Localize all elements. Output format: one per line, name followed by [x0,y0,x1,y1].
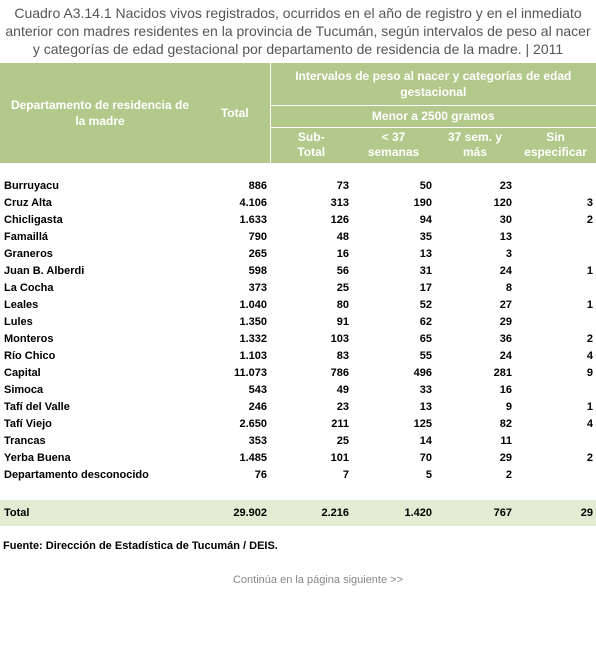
row-cell-subtotal: 211 [331,417,349,430]
row-cell-unspec [515,228,596,245]
row-cell-total: 353 [248,434,267,447]
row-cell-total: 2.650 [239,417,267,430]
row-cell-total: 1.350 [239,315,267,328]
row-department: Simoca [4,383,44,396]
row-cell-lt37: 62 [419,315,432,328]
table-row [0,415,596,432]
row-cell-subtotal: 80 [336,298,349,311]
row-cell-lt37: 496 [413,366,432,379]
row-cell-ge37: 27 [499,298,512,311]
row-cell-ge37: 9 [505,400,512,413]
row-cell-lt37: 55 [419,349,432,362]
row-cell-lt37: 35 [419,230,432,243]
row-department: Trancas [4,434,46,447]
row-cell-total: 76 [254,468,267,481]
row-cell-unspec: 2 [586,451,594,464]
row-department: Lules [4,315,33,328]
table-header [0,63,596,163]
row-cell-total: 373 [248,281,267,294]
row-department: Graneros [4,247,53,260]
table-row [0,432,596,449]
total-row [0,500,596,526]
row-cell-lt37: 65 [419,332,432,345]
table-row [0,381,596,398]
row-cell-subtotal: 56 [336,264,349,277]
row-cell-lt37: 13 [419,400,432,413]
table-row [0,177,596,194]
row-cell-unspec [515,245,596,262]
row-cell-subtotal: 313 [330,196,349,209]
row-cell-ge37: 30 [499,213,512,226]
header-col-lt37: < 37 semanas [352,127,435,163]
data-table [0,63,596,526]
total-label: Total [0,500,200,526]
table-row [0,313,596,330]
row-cell-total: 1.485 [239,451,267,464]
row-cell-ge37: 2 [505,468,512,481]
row-cell-ge37: 13 [499,230,512,243]
table-row [0,194,596,211]
row-cell-lt37: 17 [419,281,432,294]
row-department: Juan B. Alberdi [4,264,85,277]
table-row [0,466,596,483]
row-cell-unspec: 1 [586,264,594,277]
table-title: Cuadro A3.14.1 Nacidos vivos registrados, ocurridos en el año de registro y en el inmediato anterior con madres residentes en la provincia de Tucumán, según intervalos de peso al nacer y categorías de edad gestacional por departamento de residencia de la madre. | 2011 [5,5,591,57]
row-cell-lt37: 33 [419,383,432,396]
total-subtotal: 2.216 [270,500,352,526]
row-cell-lt37: 5 [425,468,432,481]
row-cell-unspec [515,177,596,194]
row-cell-total: 1.040 [239,298,267,311]
row-cell-ge37: 36 [499,332,512,345]
continue-link[interactable]: Continúa en la página siguiente >> [232,574,404,586]
row-department: Capital [4,366,41,379]
row-cell-subtotal: 91 [336,315,349,328]
row-cell-unspec: 9 [586,366,594,379]
row-cell-lt37: 70 [419,451,432,464]
row-department: Famaillá [4,230,49,243]
row-cell-unspec: 1 [586,298,594,311]
table-row [0,364,596,381]
row-cell-total: 4.106 [239,196,267,209]
table-row [0,211,596,228]
row-cell-ge37: 29 [499,451,512,464]
row-department: Burruyacu [4,179,60,192]
row-cell-unspec [515,432,596,449]
row-cell-ge37: 8 [505,281,512,294]
row-department: Leales [4,298,39,311]
source-note: Fuente: Dirección de Estadística de Tucumán / DEIS. [3,540,278,552]
row-cell-total: 246 [248,400,267,413]
row-cell-subtotal: 48 [336,230,349,243]
row-cell-subtotal: 73 [336,179,349,192]
row-cell-lt37: 50 [419,179,432,192]
row-cell-subtotal: 23 [336,400,349,413]
table-row [0,398,596,415]
row-cell-subtotal: 786 [330,366,349,379]
row-department: Río Chico [4,349,56,362]
row-cell-unspec [515,313,596,330]
row-cell-ge37: 281 [493,366,512,379]
row-cell-subtotal: 16 [336,247,349,260]
row-cell-unspec: 2 [586,213,594,226]
row-cell-unspec [515,279,596,296]
table-row [0,449,596,466]
row-department: Yerba Buena [4,451,71,464]
row-cell-total: 1.633 [239,213,267,226]
row-cell-unspec: 3 [586,196,594,209]
row-cell-lt37: 125 [413,417,432,430]
header-group: Intervalos de peso al nacer y categorías de edad gestacional [270,63,596,105]
row-cell-ge37: 24 [499,349,512,362]
total-total: 29.902 [200,500,270,526]
row-cell-subtotal: 103 [330,332,349,345]
row-cell-total: 265 [248,247,267,260]
row-cell-ge37: 11 [500,434,512,447]
row-department: Monteros [4,332,54,345]
header-total: Total [200,63,270,163]
row-department: La Cocha [4,281,54,294]
total-ge37: 767 [435,500,515,526]
table-row [0,279,596,296]
row-cell-unspec: 1 [586,400,594,413]
table-row [0,296,596,313]
row-cell-ge37: 120 [493,196,512,209]
row-department: Tafí Viejo [4,417,52,430]
row-cell-lt37: 94 [419,213,432,226]
total-lt37: 1.420 [352,500,435,526]
row-cell-subtotal: 49 [336,383,349,396]
total-unspec: 29 [515,500,596,526]
table-row [0,330,596,347]
table-body [0,163,596,483]
row-cell-total: 1.332 [239,332,267,345]
row-department: Cruz Alta [4,196,52,209]
row-cell-lt37: 190 [413,196,432,209]
row-cell-ge37: 3 [505,247,512,260]
row-cell-lt37: 31 [419,264,432,277]
row-cell-ge37: 16 [499,383,512,396]
row-cell-unspec [515,381,596,398]
table-row [0,262,596,279]
row-cell-total: 790 [248,230,267,243]
row-cell-subtotal: 7 [342,468,349,481]
header-col-ge37: 37 sem. y más [435,127,515,163]
row-department: Departamento desconocido [4,468,149,481]
table-row [0,347,596,364]
row-cell-subtotal: 25 [336,281,349,294]
row-cell-lt37: 13 [419,247,432,260]
row-cell-unspec: 4 [586,349,594,362]
row-cell-total: 11.073 [233,366,267,379]
row-cell-lt37: 14 [419,434,432,447]
table-row [0,245,596,262]
row-cell-unspec: 2 [586,332,594,345]
row-cell-unspec: 4 [586,417,594,430]
header-department: Departamento de residencia de la madre [0,63,200,163]
header-col-unspec: Sin especificar [515,127,596,163]
row-cell-total: 886 [248,179,267,192]
row-cell-subtotal: 83 [336,349,349,362]
header-col-subtotal: Sub-Total [270,127,352,163]
row-cell-unspec [515,466,596,483]
row-department: Tafí del Valle [4,400,70,413]
row-cell-lt37: 52 [419,298,432,311]
row-cell-ge37: 23 [499,179,512,192]
row-cell-subtotal: 25 [336,434,349,447]
row-cell-subtotal: 101 [330,451,349,464]
row-cell-ge37: 24 [499,264,512,277]
row-cell-total: 1.103 [239,349,267,362]
header-subgroup: Menor a 2500 gramos [270,105,596,127]
table-row [0,228,596,245]
row-cell-ge37: 29 [499,315,512,328]
row-cell-total: 543 [248,383,267,396]
row-cell-ge37: 82 [499,417,512,430]
row-cell-subtotal: 126 [330,213,349,226]
row-cell-total: 598 [248,264,267,277]
row-department: Chicligasta [4,213,63,226]
